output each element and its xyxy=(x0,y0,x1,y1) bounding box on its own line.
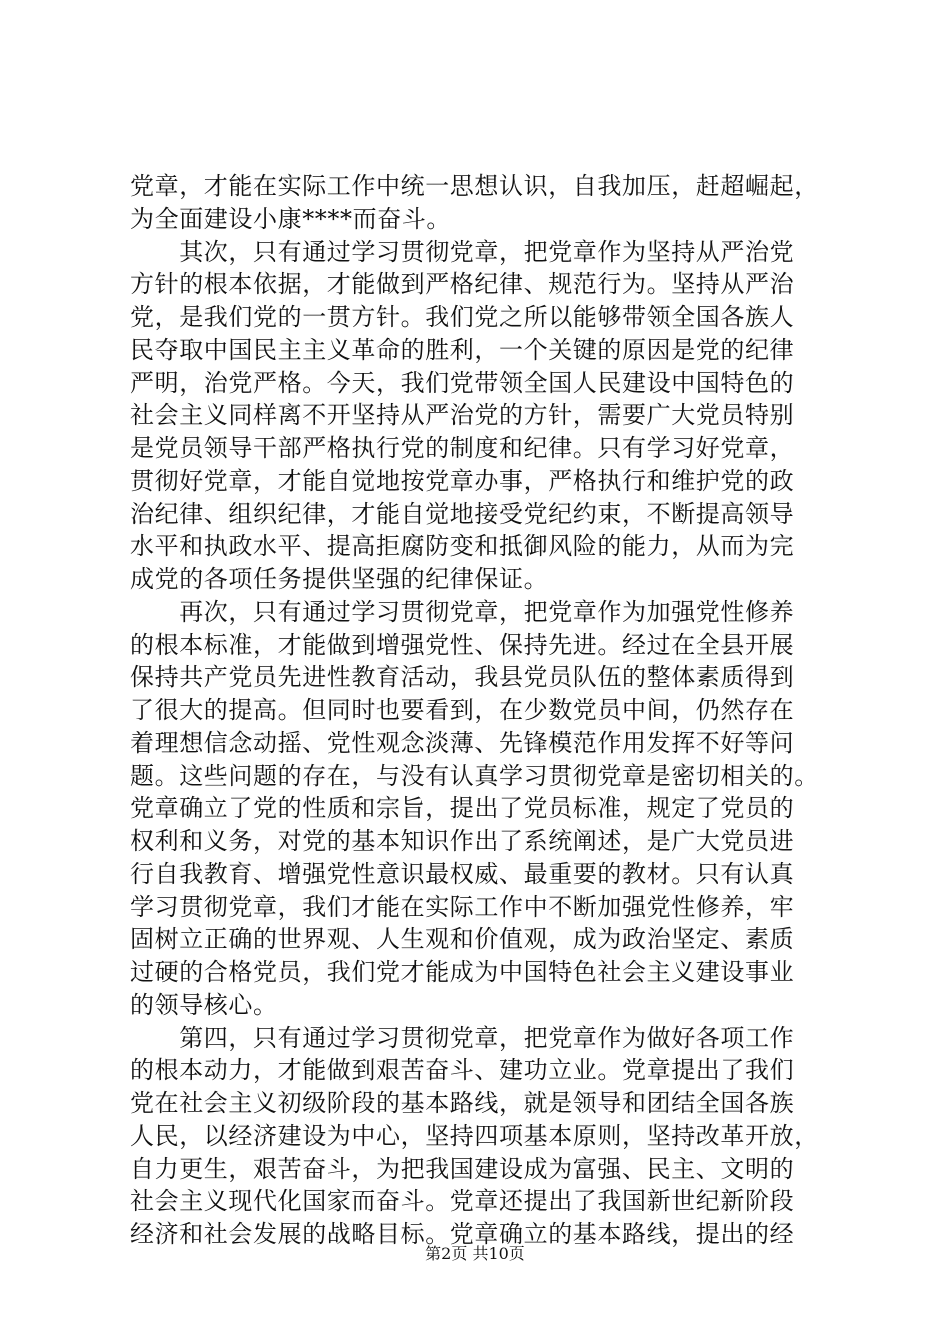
text-line: 方针的根本依据，才能做到严格纪律、规范行为。坚持从严治 xyxy=(130,270,795,299)
page-number-footer: 第2页 共10页 xyxy=(425,1244,525,1263)
text-line: 成党的各项任务提供坚强的纪律保证。 xyxy=(130,565,549,593)
text-line: 权利和义务，对党的基本知识作出了系统阐述，是广大党员进 xyxy=(130,827,795,855)
text-line: 的根本动力，才能做到艰苦奋斗、建功立业。党章提出了我们 xyxy=(130,1056,795,1085)
text-line: 学习贯彻党章，我们才能在实际工作中不断加强党性修养，牢 xyxy=(130,892,795,921)
document-body xyxy=(130,170,830,1251)
text-line: 党章，才能在实际工作中统一思想认识，自我加压，赶超崛起， xyxy=(130,172,819,200)
text-line: 社会主义同样离不开坚持从严治党的方针，需要广大党员特别 xyxy=(130,401,795,430)
text-line: 经济和社会发展的战略目标。党章确立的基本路线，提出的经 xyxy=(130,1220,795,1248)
text-line: 的根本标准，才能做到增强党性、保持先进。经过在全县开展 xyxy=(130,630,795,659)
text-line: 着理想信念动摇、党性观念淡薄、先锋模范作用发挥不好等问 xyxy=(130,728,795,757)
text-line: 严明，治党严格。今天，我们党带领全国人民建设中国特色的 xyxy=(130,368,795,397)
text-line: 其次，只有通过学习贯彻党章，把党章作为坚持从严治党 xyxy=(130,237,795,266)
text-line: 社会主义现代化国家而奋斗。党章还提出了我国新世纪新阶段 xyxy=(130,1187,795,1216)
text-line: 党章确立了党的性质和宗旨，提出了党员标准，规定了党员的 xyxy=(130,794,795,823)
text-line: 水平和执政水平、提高拒腐防变和抵御风险的能力，从而为完 xyxy=(130,532,795,561)
text-line: 固树立正确的世界观、人生观和价值观，成为政治坚定、素质 xyxy=(130,925,795,954)
text-line: 民夺取中国民主主义革命的胜利，一个关键的原因是党的纪律 xyxy=(130,335,795,364)
text-line: 自力更生，艰苦奋斗，为把我国建设成为富强、民主、文明的 xyxy=(130,1154,795,1183)
text-line: 了很大的提高。但同时也要看到，在少数党员中间，仍然存在 xyxy=(130,696,795,724)
text-line: 党在社会主义初级阶段的基本路线，就是领导和团结全国各族 xyxy=(130,1089,795,1117)
text-line: 为全面建设小康****而奋斗。 xyxy=(130,204,451,233)
text-line: 治纪律、组织纪律，才能自觉地接受党纪约束，不断提高领导 xyxy=(130,499,795,528)
text-line: 贯彻好党章，才能自觉地按党章办事，严格执行和维护党的政 xyxy=(130,466,795,495)
text-line: 过硬的合格党员，我们党才能成为中国特色社会主义建设事业 xyxy=(130,958,795,986)
text-line: 再次，只有通过学习贯彻党章，把党章作为加强党性修养 xyxy=(130,597,795,626)
text-line: 题。这些问题的存在，与没有认真学习贯彻党章是密切相关的。 xyxy=(130,761,819,790)
text-line: 人民，以经济建设为中心，坚持四项基本原则，坚持改革开放， xyxy=(130,1121,819,1150)
text-line: 的领导核心。 xyxy=(130,990,278,1019)
text-line: 行自我教育、增强党性意识最权威、最重要的教材。只有认真 xyxy=(130,859,795,888)
text-line: 党，是我们党的一贯方针。我们党之所以能够带领全国各族人 xyxy=(130,303,795,331)
text-line: 是党员领导干部严格执行党的制度和纪律。只有学习好党章， xyxy=(130,434,795,462)
text-line: 第四，只有通过学习贯彻党章，把党章作为做好各项工作 xyxy=(130,1023,795,1052)
text-line: 保持共产党员先进性教育活动，我县党员队伍的整体素质得到 xyxy=(130,663,795,692)
